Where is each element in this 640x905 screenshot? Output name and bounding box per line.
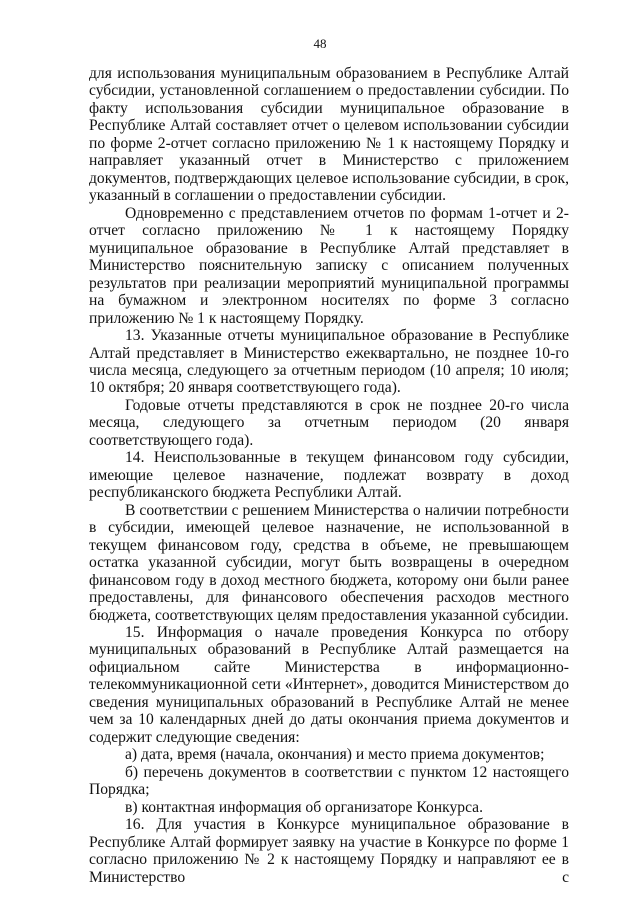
paragraph: в) контактная информация об организаторе Конкурса. (125, 798, 484, 816)
paragraph: Годовые отчеты представляются в срок не позднее 20-го числа месяца, следующего за отчетным периодом (20 января соответствующего года). (89, 396, 569, 449)
paragraph: для использования муниципальным образованием в Республике Алтай субсидии, установленной соглашением о предоставлении субсидии. По факту использования субсидии муниципальное образование в Республике Алтай составляет отчет о целевом использовании субсидии по форме 2-отчет согласно приложению № 1 к настоящему Порядку и направляет указанный отчет в Министерство с приложением документов, подтверждающих целевое использование субсидии, в срок, указанный в соглашении о предоставлении субсидии. (89, 65, 569, 205)
paragraph: 16. Для участия в Конкурсе муниципальное образование в Республике Алтай формирует заявку на участие в Конкурсе по форме 1 согласно приложению № 2 к настоящему Порядку и направляют ее в Министерство с (89, 816, 569, 886)
paragraph: 14. Неиспользованные в текущем финансовом году субсидии, имеющие целевое назначение, подлежат возврату в доход республиканского бюджета Республики Алтай. (89, 449, 569, 502)
paragraph: В соответствии с решением Министерства о наличии потребности в субсидии, имеющей целевое назначение, не использованной в текущем финансовом году, средства в объеме, не превышающем остатка указанной субсидии, могут быть возвращены в очередном финансовом году в доход местного бюджета, которому они были ранее предоставлены, для финансового обеспечения расходов местного бюджета, соответствующих целям предоставления указанной субсидии. (89, 501, 569, 624)
paragraph: 13. Указанные отчеты муниципальное образование в Республике Алтай представляет в Министерство ежеквартально, не позднее 10-го числа месяца, следующего за отчетным периодом (10 апреля; 10 июля; 10 октября; 20 января соответствующего года). (89, 327, 569, 397)
paragraph: б) перечень документов в соответствии с пунктом 12 настоящего Порядка; (89, 763, 569, 799)
paragraph: Одновременно с представлением отчетов по формам 1-отчет и 2-отчет согласно приложению № 1 к настоящему Порядку муниципальное образование в Республике Алтай представляет в Министерство пояснительную записку с описанием полученных результатов при реализации мероприятий муниципальной программы на бумажном и электронном носителях по форме 3 согласно приложению № 1 к настоящему Порядку. (89, 204, 569, 327)
page-number: 48 (313, 36, 327, 51)
paragraph: а) дата, время (начала, окончания) и место приема документов; (125, 746, 545, 764)
document-body (89, 65, 569, 886)
paragraph: 15. Информация о начале проведения Конкурса по отбору муниципальных образований в Республике Алтай размещается на официальном сайте Министерства в информационно-телекоммуникационной сети «Интернет», доводится Министерством до сведения муниципальных образований в Республике Алтай не менее чем за 10 календарных дней до даты окончания приема документов и содержит следующие сведения: (89, 624, 569, 746)
